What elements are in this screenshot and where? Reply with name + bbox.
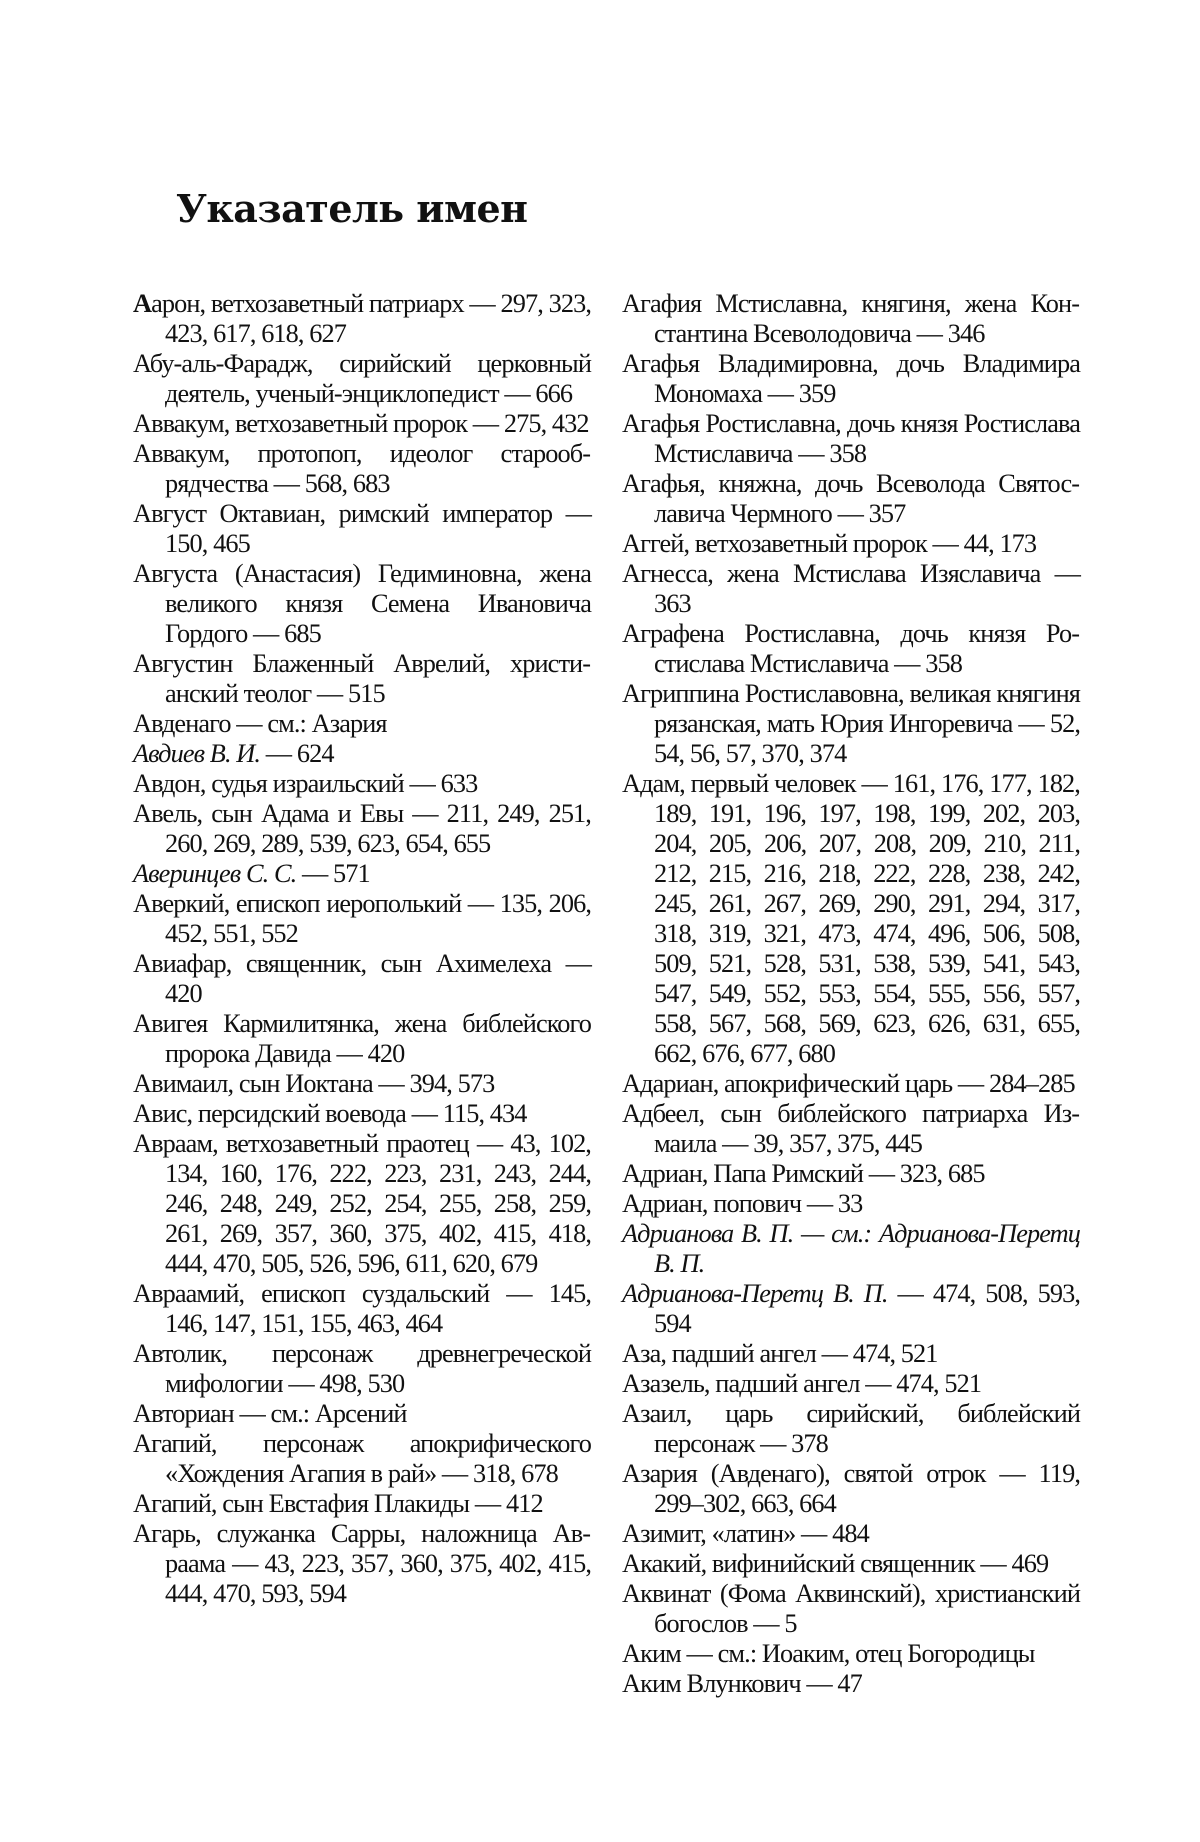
entry-text: Аграфена Ростиславна, дочь князя Ростислава Мстиславича — 358	[622, 619, 1080, 678]
entry-text: Азария (Авденаго), святой отрок — 119, 299–302, 663, 664	[622, 1459, 1080, 1518]
entry-text: Агафья, княжна, дочь Всеволода Святославича Чермного — 357	[622, 469, 1080, 528]
index-entry	[622, 1549, 1080, 1579]
page-title: Указатель имен	[176, 186, 528, 231]
index-entry	[133, 769, 591, 799]
entry-text: Азимит, «латин» — 484	[622, 1519, 869, 1548]
index-entry	[133, 1099, 591, 1129]
entry-text: Авис, персидский воевода — 115, 434	[133, 1099, 527, 1128]
entry-author-name: Аверинцев С. С.	[133, 859, 297, 888]
index-entry	[133, 859, 591, 889]
entry-text: Агафья Владимировна, дочь Владимира Мономаха — 359	[622, 349, 1080, 408]
entry-text: Агапий, сын Евстафия Плакиды — 412	[133, 1489, 543, 1518]
index-entry	[622, 409, 1080, 469]
entry-text: Агафья Ростиславна, дочь князя Ростислава Мстиславича — 358	[622, 409, 1080, 468]
entry-text: Аггей, ветхозаветный пророк — 44, 173	[622, 529, 1037, 558]
entry-text: Азазель, падший ангел — 474, 521	[622, 1369, 982, 1398]
entry-text: Авториан — см.: Арсений	[133, 1399, 407, 1428]
entry-text: Адриан, Папа Римский — 323, 685	[622, 1159, 985, 1188]
index-entry	[133, 289, 591, 349]
index-entry	[133, 1069, 591, 1099]
entry-author-name: Адрианова В. П. — см.: Адрианова-Перетц В. П.	[622, 1219, 1080, 1278]
entry-text: Адриан, попович — 33	[622, 1189, 863, 1218]
entry-text: Августин Блаженный Аврелий, христианский теолог — 515	[133, 649, 591, 708]
entry-text: Авиафар, священник, сын Ахимелеха — 420	[133, 949, 591, 1008]
index-entry	[133, 649, 591, 709]
index-entry	[622, 1069, 1080, 1099]
entry-text: Агафия Мстиславна, княгиня, жена Константина Всеволодовича — 346	[622, 289, 1080, 348]
index-entry	[133, 1429, 591, 1489]
index-entry	[133, 1129, 591, 1279]
entry-text: Адам, первый человек — 161, 176, 177, 182, 189, 191, 196, 197, 198, 199, 202, 203, 204, 205, 206, 207, 208, 209, 210, 211, 212, 215, 216, 218, 222, 228, 238, 242, 245, 261, 267, 269, 290, 291, 294, 317, 318, 319, 321, 473, 474, 496, 506, 508, 509, 521, 528, 531, 538, 539, 541, 543, 547, 549, 552, 553, 554, 555, 556, 557, 558, 567, 568, 569, 623, 626, 631, 655, 662, 676, 677, 680	[622, 769, 1080, 1068]
index-entry	[622, 529, 1080, 559]
index-entry	[622, 1399, 1080, 1459]
index-column-left	[133, 289, 591, 1609]
entry-text: Акакий, вифинийский священник — 469	[622, 1549, 1049, 1578]
entry-text: Август Октавиан, римский император — 150, 465	[133, 499, 591, 558]
entry-text: Авимаил, сын Иоктана — 394, 573	[133, 1069, 495, 1098]
index-entry	[133, 1399, 591, 1429]
entry-text: Адариан, апокрифический царь — 284–285	[622, 1069, 1075, 1098]
index-entry	[133, 349, 591, 409]
index-entry	[133, 1489, 591, 1519]
entry-text: Аквинат (Фома Аквинский), христианский богослов — 5	[622, 1579, 1080, 1638]
index-entry	[133, 949, 591, 1009]
index-entry	[622, 1339, 1080, 1369]
entry-text: Аза, падший ангел — 474, 521	[622, 1339, 938, 1368]
entry-text: Адбеел, сын библейского патриарха Измаила — 39, 357, 375, 445	[622, 1099, 1080, 1158]
entry-text: Авдон, судья израильский — 633	[133, 769, 478, 798]
entry-text: — 624	[260, 739, 334, 768]
entry-author-name: Адрианова-Перетц В. П.	[622, 1279, 888, 1308]
entry-initial: А	[133, 289, 152, 318]
entry-text: Авигея Кармилитянка, жена библейского пророка Давида — 420	[133, 1009, 591, 1068]
index-entry	[133, 1519, 591, 1609]
index-entry	[622, 769, 1080, 1069]
index-entry	[622, 1579, 1080, 1639]
index-entry	[622, 289, 1080, 349]
index-entry	[622, 1219, 1080, 1279]
index-entry	[622, 1669, 1080, 1699]
index-entry	[622, 1159, 1080, 1189]
index-entry	[622, 1519, 1080, 1549]
entry-text: Аверкий, епископ иерополький — 135, 206, 452, 551, 552	[133, 889, 591, 948]
entry-text: Агапий, персонаж апокрифического «Хождения Агапия в рай» — 318, 678	[133, 1429, 591, 1488]
index-entry	[622, 559, 1080, 619]
entry-text: Агарь, служанка Сарры, наложница Авраама — 43, 223, 357, 360, 375, 402, 415, 444, 470, 593, 594	[133, 1519, 591, 1608]
index-entry	[622, 679, 1080, 769]
entry-text: Авель, сын Адама и Евы — 211, 249, 251, 260, 269, 289, 539, 623, 654, 655	[133, 799, 591, 858]
entry-text: Аввакум, протопоп, идеолог старообрядчества — 568, 683	[133, 439, 591, 498]
index-entry	[133, 409, 591, 439]
entry-text: Авраам, ветхозаветный праотец — 43, 102, 134, 160, 176, 222, 223, 231, 243, 244, 246, 248, 249, 252, 254, 255, 258, 259, 261, 269, 357, 360, 375, 402, 415, 418, 444, 470, 505, 526, 596, 611, 620, 679	[133, 1129, 591, 1278]
index-entry	[622, 349, 1080, 409]
entry-text: Августа (Анастасия) Гедиминовна, жена великого князя Семена Ивановича Гордого — 685	[133, 559, 591, 648]
entry-text: Азаил, царь сирийский, библейский персонаж — 378	[622, 1399, 1080, 1458]
entry-text: Агриппина Ростиславовна, великая княгиня рязанская, мать Юрия Ингоревича — 52, 54, 56, 57, 370, 374	[622, 679, 1080, 768]
entry-text: Аким Влункович — 47	[622, 1669, 862, 1698]
entry-text: Абу-аль-Фарадж, сирийский церковный деятель, ученый-энциклопедист — 666	[133, 349, 591, 408]
entry-text: — 474, 508, 593, 594	[654, 1279, 1080, 1338]
index-entry	[133, 739, 591, 769]
index-entry	[622, 1279, 1080, 1339]
index-entry	[622, 469, 1080, 529]
index-entry	[622, 1189, 1080, 1219]
index-entry	[133, 709, 591, 739]
index-entry	[133, 889, 591, 949]
index-entry	[133, 439, 591, 499]
index-entry	[622, 1459, 1080, 1519]
index-entry	[622, 1099, 1080, 1159]
entry-text: Агнесса, жена Мстислава Изяславича — 363	[622, 559, 1080, 618]
index-entry	[133, 1339, 591, 1399]
entry-text: арон, ветхозаветный патриарх — 297, 323, 423, 617, 618, 627	[151, 289, 592, 348]
entry-text: Аким — см.: Иоаким, отец Богородицы	[622, 1639, 1035, 1668]
index-entry	[133, 799, 591, 859]
index-entry	[133, 1279, 591, 1339]
entry-text: Аввакум, ветхозаветный пророк — 275, 432	[133, 409, 589, 438]
entry-text: Авраамий, епископ суздальский — 145, 146, 147, 151, 155, 463, 464	[133, 1279, 591, 1338]
index-entry	[133, 559, 591, 649]
index-entry	[133, 1009, 591, 1069]
entry-text: Авденаго — см.: Азария	[133, 709, 387, 738]
index-column-right	[622, 289, 1080, 1699]
index-entry	[622, 619, 1080, 679]
entry-author-name: Авдиев В. И.	[133, 739, 261, 768]
index-entry	[622, 1639, 1080, 1669]
entry-text: — 571	[296, 859, 370, 888]
entry-text: Автолик, персонаж древнегреческой мифологии — 498, 530	[133, 1339, 591, 1398]
index-entry	[133, 499, 591, 559]
index-entry	[622, 1369, 1080, 1399]
